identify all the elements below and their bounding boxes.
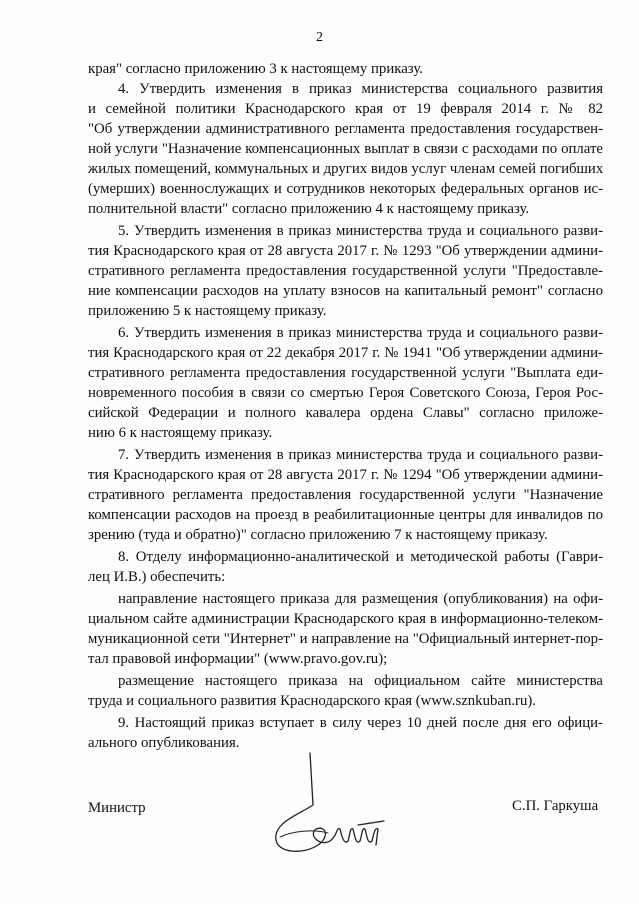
- text-line: тия Краснодарского края от 22 декабря 2017 г. № 1941 "Об утверждении админи-: [88, 345, 603, 361]
- signature-name: С.П. Гаркуша: [512, 798, 599, 814]
- text-line: направление настоящего приказа для размещения (опубликования) на офи-: [118, 591, 603, 607]
- text-line: ние компенсации расходов на уплату взносов на капитальный ремонт" согласно: [88, 283, 603, 299]
- text-line: муникационной сети "Интернет" и направление на "Официальный интернет-пор-: [88, 631, 603, 647]
- text-line: стративного регламента предоставления государственной услуги "Назначение: [88, 487, 603, 503]
- page-number: 2: [316, 30, 323, 45]
- handwritten-signature: [258, 745, 388, 870]
- text-line: сийской Федерации и полного кавалера ордена Славы" согласно приложе-: [88, 405, 603, 421]
- signature-title: Министр: [88, 800, 146, 816]
- text-line: полнительной власти" согласно приложению 4 к настоящему приказу.: [88, 201, 530, 217]
- text-line: ной услуги "Назначение компенсационных выплат в связи с расходами по оплате: [88, 141, 603, 157]
- text-line: стративного регламента предоставления государственной услуги "Предоставле-: [88, 263, 603, 279]
- text-line: "Об утверждении административного регламента предоставления государствен-: [88, 121, 603, 137]
- text-line: нию 6 к настоящему приказу.: [88, 425, 273, 441]
- text-line: жилых помещений, коммунальных и других видов услуг членам семей погибших: [88, 161, 604, 177]
- text-line: 4. Утвердить изменения в приказ министерства социального развития: [118, 81, 603, 97]
- text-line: и семейной политики Краснодарского края от 19 февраля 2014 г. № 82: [88, 101, 603, 117]
- text-line: компенсации расходов на проезд в реабилитационные центры для инвалидов по: [88, 507, 603, 523]
- text-line: 8. Отделу информационно-аналитической и методической работы (Гаври-: [118, 549, 603, 565]
- text-line: труда и социального развития Краснодарского края (www.sznkuban.ru).: [88, 693, 536, 709]
- text-line: 5. Утвердить изменения в приказ министерства труда и социального разви-: [118, 223, 603, 239]
- text-line: стративного регламента предоставления государственной услуги "Выплата еди-: [88, 365, 603, 381]
- text-line: (умерших) военнослужащих и сотрудников некоторых федеральных органов ис-: [88, 181, 603, 197]
- text-line: 9. Настоящий приказ вступает в силу через 10 дней после дня его офици-: [118, 715, 603, 731]
- text-line: ального опубликования.: [88, 735, 240, 751]
- text-line: тия Краснодарского края от 28 августа 2017 г. № 1294 "Об утверждении админи-: [88, 467, 603, 483]
- text-line: зрению (туда и обратно)" согласно приложению 7 к настоящему приказу.: [88, 527, 548, 543]
- text-line: новременного пособия в связи со смертью Героя Советского Союза, Героя Рос-: [88, 385, 603, 401]
- text-line: циальном сайте администрации Краснодарского края в информационно-телеком-: [88, 611, 603, 627]
- text-line: размещение настоящего приказа на официальном сайте министерства: [118, 673, 603, 689]
- text-line: края" согласно приложению 3 к настоящему приказу.: [88, 61, 423, 77]
- text-line: приложению 5 к настоящему приказу.: [88, 303, 327, 319]
- text-line: тия Краснодарского края от 28 августа 2017 г. № 1293 "Об утверждении админи-: [88, 243, 603, 259]
- text-line: лец И.В.) обеспечить:: [88, 569, 226, 585]
- text-line: 6. Утвердить изменения в приказ министерства труда и социального разви-: [118, 325, 603, 341]
- text-line: 7. Утвердить изменения в приказ министерства труда и социального разви-: [118, 447, 603, 463]
- text-line: тал правовой информации" (www.pravo.gov.ru);: [88, 651, 388, 667]
